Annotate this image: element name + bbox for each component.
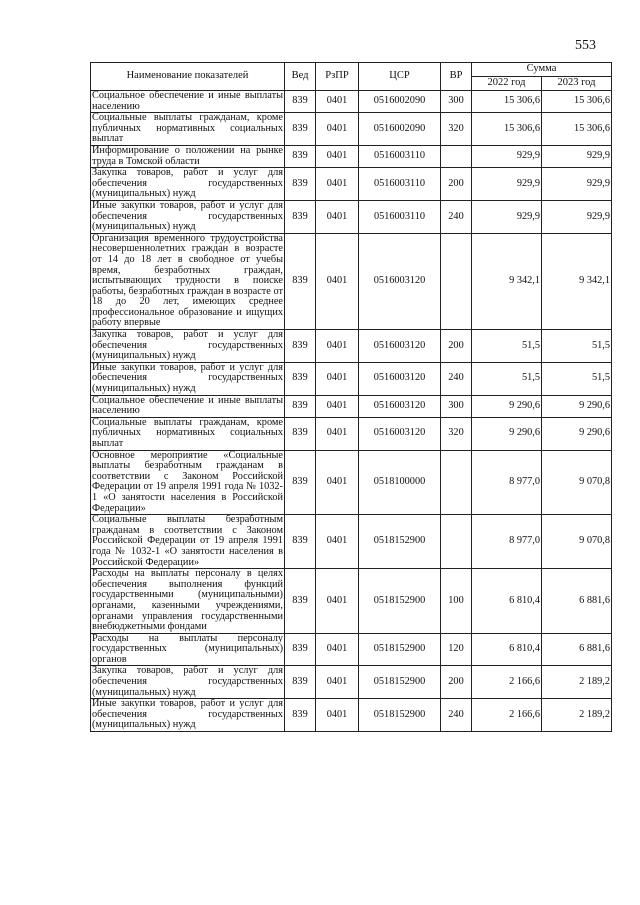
row-name: Основное мероприятие «Социальные выплаты безработным гражданам в соответствии с Законом Российской Федерации от 19 апреля 1991 года № 1032-1 «О занятости населения в Российской Федерации» (92, 449, 283, 514)
row-vr: 200 (441, 666, 472, 699)
row-rzpr: 0401 (316, 569, 359, 634)
row-name: Расходы на выплаты персоналу государственных (муниципальных) органов (92, 632, 283, 665)
table-row (91, 145, 612, 167)
row-rzpr: 0401 (316, 362, 359, 395)
row-csr: 0518152900 (359, 666, 441, 699)
row-csr: 0518152900 (359, 699, 441, 732)
row-sum-2023: 929,9 (542, 145, 612, 167)
row-ved: 839 (285, 569, 316, 634)
budget-table (90, 62, 612, 732)
header-vr: ВР (441, 63, 472, 91)
table-row (91, 330, 612, 363)
row-ved: 839 (285, 200, 316, 233)
row-ved: 839 (285, 395, 316, 417)
row-sum-2023: 929,9 (542, 168, 612, 201)
row-sum-2023: 9 290,6 (542, 417, 612, 450)
row-ved: 839 (285, 450, 316, 515)
row-sum-2022: 6 810,4 (472, 633, 542, 666)
table-body (91, 91, 612, 732)
row-sum-2023: 9 290,6 (542, 395, 612, 417)
table-row (91, 666, 612, 699)
row-csr: 0518152900 (359, 515, 441, 569)
row-sum-2022: 9 290,6 (472, 395, 542, 417)
row-sum-2022: 6 810,4 (472, 569, 542, 634)
row-sum-2023: 6 881,6 (542, 633, 612, 666)
header-year-2022: 2022 год (472, 77, 542, 91)
table-row (91, 699, 612, 732)
table-row (91, 113, 612, 146)
row-csr: 0516003120 (359, 362, 441, 395)
row-sum-2023: 51,5 (542, 330, 612, 363)
row-csr: 0516003120 (359, 330, 441, 363)
header-csr: ЦСР (359, 63, 441, 91)
row-name: Социальное обеспечение и иные выплаты населению (92, 394, 283, 417)
row-csr: 0516002090 (359, 113, 441, 146)
row-name: Социальное обеспечение и иные выплаты населению (92, 90, 283, 112)
row-rzpr: 0401 (316, 417, 359, 450)
row-sum-2022: 8 977,0 (472, 515, 542, 569)
row-sum-2022: 51,5 (472, 330, 542, 363)
row-vr (441, 450, 472, 515)
row-csr: 0518100000 (359, 450, 441, 515)
table-row (91, 200, 612, 233)
row-sum-2022: 929,9 (472, 145, 542, 167)
row-name: Иные закупки товаров, работ и услуг для обеспечения государственных (муниципальных) нужд (92, 199, 283, 233)
row-ved: 839 (285, 330, 316, 363)
table-row (91, 91, 612, 113)
row-rzpr: 0401 (316, 633, 359, 666)
row-vr (441, 233, 472, 329)
row-name: Расходы на выплаты персоналу в целях обеспечения выполнения функций государственными (муниципальными) органами, казенными учреждениями, органами управления государственными внебюджетными фондами (92, 568, 283, 633)
row-sum-2022: 9 290,6 (472, 417, 542, 450)
row-sum-2022: 15 306,6 (472, 113, 542, 146)
table-row (91, 633, 612, 666)
row-rzpr: 0401 (316, 168, 359, 201)
row-ved: 839 (285, 666, 316, 699)
row-vr: 300 (441, 91, 472, 113)
row-ved: 839 (285, 145, 316, 167)
row-sum-2022: 51,5 (472, 362, 542, 395)
header-ved: Вед (285, 63, 316, 91)
row-csr: 0516003110 (359, 145, 441, 167)
row-rzpr: 0401 (316, 200, 359, 233)
table-row (91, 569, 612, 634)
row-rzpr: 0401 (316, 699, 359, 732)
row-vr: 120 (441, 633, 472, 666)
row-ved: 839 (285, 233, 316, 329)
row-vr: 200 (441, 168, 472, 201)
row-sum-2022: 2 166,6 (472, 666, 542, 699)
row-sum-2023: 51,5 (542, 362, 612, 395)
row-vr: 100 (441, 569, 472, 634)
row-csr: 0516003120 (359, 417, 441, 450)
row-rzpr: 0401 (316, 91, 359, 113)
row-sum-2022: 929,9 (472, 168, 542, 201)
row-name: Информирование о положении на рынке труда в Томской области (92, 144, 283, 167)
row-name: Закупка товаров, работ и услуг для обеспечения государственных (муниципальных) нужд (92, 665, 283, 698)
row-name: Социальные выплаты гражданам, кроме публичных нормативных социальных выплат (92, 112, 283, 145)
row-sum-2023: 929,9 (542, 200, 612, 233)
row-sum-2022: 15 306,6 (472, 91, 542, 113)
table-row (91, 362, 612, 395)
row-vr: 240 (441, 362, 472, 395)
row-rzpr: 0401 (316, 145, 359, 167)
row-csr: 0516003120 (359, 395, 441, 417)
row-name: Иные закупки товаров, работ и услуг для обеспечения государственных (муниципальных) нужд (92, 698, 283, 731)
row-csr: 0516003120 (359, 233, 441, 329)
table-row (91, 395, 612, 417)
table-row (91, 515, 612, 569)
row-vr: 320 (441, 113, 472, 146)
row-ved: 839 (285, 699, 316, 732)
row-sum-2023: 9 070,8 (542, 450, 612, 515)
row-sum-2022: 929,9 (472, 200, 542, 233)
row-csr: 0518152900 (359, 633, 441, 666)
row-sum-2023: 15 306,6 (542, 113, 612, 146)
row-sum-2023: 9 070,8 (542, 515, 612, 569)
row-name: Закупка товаров, работ и услуг для обеспечения государственных (муниципальных) нужд (92, 329, 283, 362)
row-rzpr: 0401 (316, 450, 359, 515)
row-csr: 0518152900 (359, 569, 441, 634)
row-vr (441, 145, 472, 167)
row-sum-2022: 9 342,1 (472, 233, 542, 329)
row-ved: 839 (285, 168, 316, 201)
header-rzpr: РзПР (316, 63, 359, 91)
row-sum-2023: 9 342,1 (542, 233, 612, 329)
row-csr: 0516003110 (359, 200, 441, 233)
row-sum-2023: 2 189,2 (542, 699, 612, 732)
row-sum-2023: 2 189,2 (542, 666, 612, 699)
row-ved: 839 (285, 417, 316, 450)
row-ved: 839 (285, 113, 316, 146)
row-rzpr: 0401 (316, 330, 359, 363)
row-vr (441, 515, 472, 569)
row-sum-2023: 6 881,6 (542, 569, 612, 634)
row-name: Организация временного трудоустройства несовершеннолетних граждан в возрасте от 14 до 18 лет в свободное от учебы время, безработных граждан, испытывающих трудности в поиске работы, безработных граждан в возрасте от 18 до 20 лет, имеющих среднее профессиональное образование и ищущих работу впервые (92, 232, 283, 329)
page-number: 553 (575, 38, 596, 53)
row-vr: 300 (441, 395, 472, 417)
row-csr: 0516003110 (359, 168, 441, 201)
table-row (91, 450, 612, 515)
table-row (91, 417, 612, 450)
header-name: Наименование показателей (91, 63, 285, 91)
row-rzpr: 0401 (316, 666, 359, 699)
row-ved: 839 (285, 515, 316, 569)
row-vr: 320 (441, 417, 472, 450)
row-rzpr: 0401 (316, 515, 359, 569)
row-rzpr: 0401 (316, 395, 359, 417)
row-rzpr: 0401 (316, 233, 359, 329)
row-rzpr: 0401 (316, 113, 359, 146)
row-csr: 0516002090 (359, 91, 441, 113)
row-sum-2023: 15 306,6 (542, 91, 612, 113)
row-name: Закупка товаров, работ и услуг для обеспечения государственных (муниципальных) нужд (92, 167, 283, 200)
row-vr: 200 (441, 330, 472, 363)
table-row (91, 233, 612, 329)
header-sum: Сумма (472, 63, 612, 77)
row-name: Социальные выплаты безработным гражданам в соответствии с Законом Российской Федерации от 19 апреля 1991 года № 1032-1 «О занятости населения в Российской Федерации» (92, 514, 283, 568)
row-vr: 240 (441, 699, 472, 732)
row-name: Иные закупки товаров, работ и услуг для обеспечения государственных (муниципальных) нужд (92, 361, 283, 395)
row-sum-2022: 2 166,6 (472, 699, 542, 732)
row-sum-2022: 8 977,0 (472, 450, 542, 515)
row-vr: 240 (441, 200, 472, 233)
row-ved: 839 (285, 91, 316, 113)
row-name: Социальные выплаты гражданам, кроме публичных нормативных социальных выплат (92, 416, 283, 449)
row-ved: 839 (285, 362, 316, 395)
table-row (91, 168, 612, 201)
row-ved: 839 (285, 633, 316, 666)
header-year-2023: 2023 год (542, 77, 612, 91)
